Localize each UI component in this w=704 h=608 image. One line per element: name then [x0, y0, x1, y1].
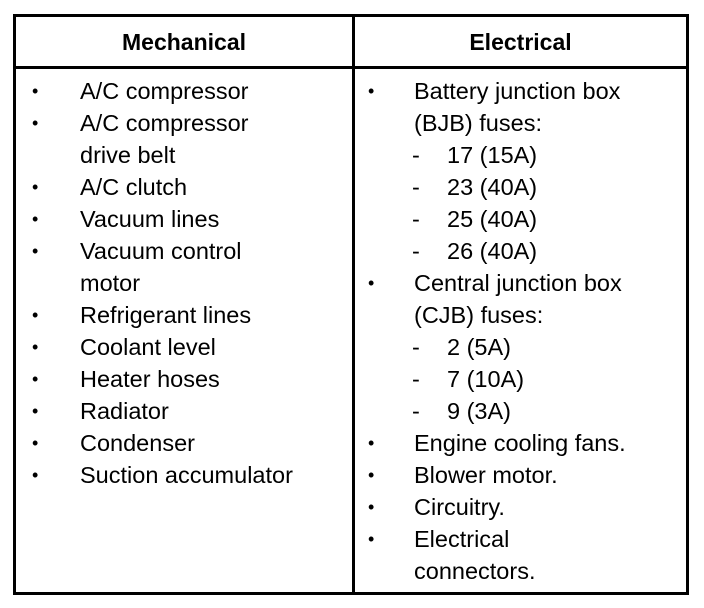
fuse-value: 26 (40A) [447, 238, 538, 264]
list-item-text: Radiator [80, 398, 169, 424]
list-item-text: Central junction box [414, 270, 622, 296]
sub-item [355, 139, 686, 171]
electrical-list [355, 75, 686, 587]
list-item [16, 363, 352, 395]
list-item-text: Heater hoses [80, 366, 220, 392]
list-item-text: Blower motor. [414, 462, 558, 488]
bullet-icon: • [32, 209, 39, 229]
list-item [355, 267, 686, 331]
fuse-value: 9 (3A) [447, 398, 511, 424]
dash-icon: - [412, 174, 420, 200]
sub-item [355, 171, 686, 203]
list-item [355, 427, 686, 459]
dash-icon: - [412, 238, 420, 264]
list-item [16, 171, 352, 203]
bullet-icon: • [32, 81, 39, 101]
list-item [16, 459, 352, 491]
list-item [16, 203, 352, 235]
list-item-text: Refrigerant lines [80, 302, 252, 328]
list-item [16, 107, 352, 171]
list-item-text: Engine cooling fans. [414, 430, 626, 456]
list-item-text: A/C compressor [80, 110, 249, 136]
list-item-text: Battery junction box [414, 78, 621, 104]
fuse-value: 25 (40A) [447, 206, 538, 232]
fuse-value: 17 (15A) [447, 142, 538, 168]
list-item [16, 331, 352, 363]
bullet-icon: • [32, 305, 39, 325]
list-item [16, 235, 352, 299]
sub-item [355, 331, 686, 363]
list-item-text: (BJB) fuses: [414, 110, 542, 136]
bullet-icon: • [368, 465, 375, 485]
bullet-icon: • [32, 337, 39, 357]
list-item [355, 523, 686, 587]
list-item-text: Suction accumulator [80, 462, 293, 488]
sub-item [355, 235, 686, 267]
list-item [16, 427, 352, 459]
fuse-value: 23 (40A) [447, 174, 538, 200]
bullet-icon: • [368, 81, 375, 101]
dash-icon: - [412, 398, 420, 424]
fuse-value: 7 (10A) [447, 366, 525, 392]
list-item [355, 459, 686, 491]
bullet-icon: • [32, 369, 39, 389]
list-item [355, 491, 686, 523]
list-item-text: (CJB) fuses: [414, 302, 544, 328]
list-item-text: Condenser [80, 430, 195, 456]
bullet-icon: • [368, 497, 375, 517]
list-item [355, 75, 686, 139]
list-item-text: A/C clutch [80, 174, 188, 200]
list-item [16, 75, 352, 107]
sub-item [355, 395, 686, 427]
dash-icon: - [412, 206, 420, 232]
bullet-icon: • [368, 273, 375, 293]
list-item-text: A/C compressor [80, 78, 249, 104]
specs-table [13, 14, 689, 595]
list-item-text: motor [80, 270, 141, 296]
sub-item [355, 363, 686, 395]
list-item [16, 395, 352, 427]
header-mechanical: Mechanical [122, 29, 246, 55]
list-item [16, 299, 352, 331]
list-item-text: Vacuum lines [80, 206, 220, 232]
bullet-icon: • [368, 529, 375, 549]
bullet-icon: • [32, 401, 39, 421]
list-item-text: Circuitry. [414, 494, 505, 520]
bullet-icon: • [368, 433, 375, 453]
mechanical-list [16, 75, 352, 491]
fuse-value: 2 (5A) [447, 334, 511, 360]
bullet-icon: • [32, 465, 39, 485]
bullet-icon: • [32, 241, 39, 261]
dash-icon: - [412, 334, 420, 360]
list-item-text: Electrical [414, 526, 510, 552]
list-item-text: Vacuum control [80, 238, 242, 264]
dash-icon: - [412, 142, 420, 168]
bullet-icon: • [32, 113, 39, 133]
header-electrical: Electrical [469, 29, 572, 55]
list-item-text: Coolant level [80, 334, 216, 360]
list-item-text: connectors. [414, 558, 536, 584]
bullet-icon: • [32, 433, 39, 453]
sub-item [355, 203, 686, 235]
bullet-icon: • [32, 177, 39, 197]
dash-icon: - [412, 366, 420, 392]
list-item-text: drive belt [80, 142, 176, 168]
